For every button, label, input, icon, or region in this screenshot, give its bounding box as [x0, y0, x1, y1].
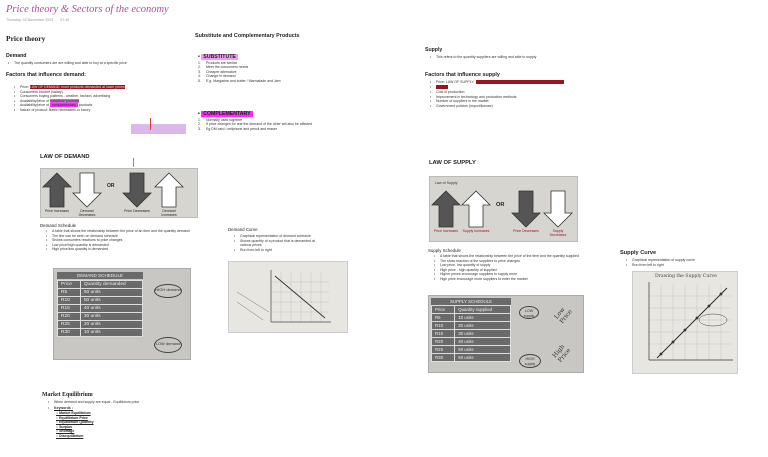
supply-heading: Supply — [425, 47, 443, 53]
factor-item: • Availability/price of substitute products — [12, 99, 125, 104]
supply-schedule-list — [432, 254, 579, 281]
keyword-item: ○ Disequilibrium — [56, 433, 84, 438]
demand-table-title: DEMAND SCHEDULE — [57, 272, 143, 279]
keyword-item: ○ Surplus — [56, 424, 73, 429]
substitute-item: 4. Change in demand — [198, 74, 236, 79]
red-ink-mark — [150, 118, 151, 130]
demand-schedule-point: • The line can be seen on demand schedule — [44, 234, 190, 239]
keywords-list — [46, 406, 73, 411]
keyword-item: ○ Market Equilibrium — [56, 411, 91, 415]
complementary-item: 1. Normally used together — [198, 118, 243, 122]
table-row: R25 20 units — [58, 321, 143, 329]
supply-table-title: SUPPLY SCHEDULE — [431, 298, 511, 305]
keywords-label: • Keywords : — [46, 406, 73, 411]
supply-factor: • Cost of production — [428, 90, 564, 95]
demand-schedule-photo — [53, 268, 191, 360]
demand-schedule-point: • High price/low quantity is demanded — [44, 247, 190, 252]
table-row: R5 10 units — [432, 314, 511, 322]
factor-item: • Price: LAW OF DEMAND: more products demanded at lower prices — [12, 85, 125, 90]
substitute-item: 2. Meet the consumers needs — [198, 65, 249, 70]
demand-heading: Demand — [6, 53, 27, 59]
law-of-demand-image — [40, 168, 198, 218]
demand-curve-graph — [229, 262, 349, 334]
demand-table — [57, 280, 143, 337]
supply-curve-heading: Supply Curve — [620, 250, 657, 256]
supply-schedule-point: • Low price, low quantity of supply — [432, 263, 579, 268]
ink-mark — [133, 158, 134, 167]
supply-schedule-point: • High price encourage more suppliers to enter the market — [432, 277, 579, 282]
date-text: Thursday, 02 November 2023 — [6, 18, 54, 22]
supply-schedule-point: • High price - high quantity of supplied — [432, 268, 579, 273]
supply-curve-point: • Run from left to right — [624, 263, 695, 268]
keyword-item: ○ Shortage — [56, 429, 75, 434]
supply-curve-point: • Graphical representation of supply curve — [624, 258, 695, 263]
table-row: R10 50 units — [58, 297, 143, 305]
high-price-note: High Price — [551, 343, 573, 364]
arrow-label: Price Increases — [433, 229, 459, 233]
supply-table — [431, 305, 511, 362]
factors-demand-heading: Factors that influence demand: — [6, 72, 86, 78]
law-of-demand-heading: LAW OF DEMAND — [40, 154, 90, 160]
supply-schedule-point: • A table that shows the relationship between the price of the item and the quantity supplied — [432, 254, 579, 259]
page-title: Price theory & Sectors of the economy — [6, 4, 169, 15]
page-date — [6, 18, 75, 22]
demand-curve-point: • Graphical representation of demand schedule — [232, 234, 322, 239]
factor-item: • Nature of product: Basic necessities or luxury — [12, 108, 125, 113]
arrow-label: Supply Increases — [462, 229, 490, 233]
factor-item: • Consumers income (salary) — [12, 90, 125, 95]
complementary-label: • COMPLEMENTARY — [198, 111, 251, 117]
substitute-label: • SUBSTITUTE — [198, 54, 236, 60]
table-row: R10 20 units — [432, 322, 511, 330]
table-row: R25 50 units — [432, 346, 511, 354]
arrow-label: Price Increases — [44, 209, 70, 213]
arrow-label: Supply Decreases — [549, 229, 567, 237]
supply-schedule-photo — [428, 295, 584, 373]
low-supply-note: LOW supply — [519, 306, 539, 319]
table-header: Price — [432, 306, 455, 314]
time-text: 07:46 — [60, 18, 70, 22]
complementary-item: 3. Eg DM card / cellphone and pencil and eraser — [198, 126, 278, 131]
price-theory-heading: Price theory — [6, 34, 46, 43]
keyword-item: ○ Equilibrium Quantity — [56, 420, 94, 425]
supply-schedule-heading: Supply Schedule — [428, 248, 461, 253]
supply-schedule-point: • Higher prices encourage suppliers to supply more — [432, 272, 579, 277]
demand-curve-point: • Run from left to right — [232, 248, 322, 253]
supply-graph-title: Drawing the Supply Curve — [655, 274, 717, 279]
supply-curve-graph — [633, 272, 739, 375]
high-demand-note: HIGH demand — [154, 284, 182, 298]
substitute-list — [196, 61, 281, 83]
demand-schedule-list — [44, 229, 190, 252]
supply-factor: • Improvement in technology and production methods — [428, 95, 564, 100]
substitute-item: 1. Products are similar — [198, 61, 237, 65]
table-header: Quantity demanded — [80, 281, 142, 289]
table-row: R15 40 units — [58, 305, 143, 313]
supply-factor: • Number of suppliers in the market — [428, 99, 564, 104]
demand-def: • The quantity consumers are are willing and able to buy at a specific price — [6, 61, 127, 66]
law-of-supply-image — [429, 176, 578, 242]
keywords-items — [56, 411, 94, 439]
demand-curve-heading: Demand Curve — [228, 227, 258, 232]
complementary-item: 2. If price changes for one the demand of the other will also be affected — [198, 122, 313, 127]
or-label: OR — [496, 202, 505, 208]
low-price-note: Low Price — [552, 306, 574, 325]
demand-curve-point: • Shows quantity of a product that is demanded at various prices — [232, 239, 322, 248]
complementary-list — [196, 118, 312, 131]
or-label: OR — [107, 183, 115, 189]
demand-def-list — [6, 61, 127, 66]
market-def-list — [46, 400, 139, 405]
substitute-item: 5. E.g. Margarine and butter / Marmalade and Jam — [198, 78, 281, 83]
high-supply-note: HIGH supply — [519, 354, 541, 368]
demand-curve-photo — [228, 261, 348, 333]
supply-def-list — [428, 55, 536, 60]
supply-curve-list — [624, 258, 695, 267]
demand-schedule-heading: Demand Schedule — [40, 223, 77, 228]
factor-item: • Availability/price of complementary products — [12, 103, 125, 108]
market-def: • When demand and supply are equal - Equilibrium price — [46, 400, 139, 405]
supply-schedule-point: • The show reaction of the suppliers to price changes — [432, 259, 579, 264]
market-heading: Market Equilibrium — [42, 392, 93, 398]
photo-title: Law of Supply — [435, 181, 458, 185]
table-row: R30 10 units — [58, 329, 143, 337]
table-row: R5 60 units — [58, 289, 143, 297]
factors-supply-list — [428, 80, 564, 108]
table-header: Price — [58, 281, 81, 289]
subs-comp-heading: Substitute and Complementary Products — [195, 33, 300, 39]
arrow-label: Demand Increases — [161, 209, 177, 217]
highlighter-stroke — [131, 124, 186, 134]
demand-schedule-point: • Low price/high quantity is demanded — [44, 243, 190, 248]
table-header: Quantity supplied — [455, 306, 511, 314]
table-row: R20 40 units — [432, 338, 511, 346]
law-of-supply-heading: LAW OF SUPPLY — [429, 160, 476, 166]
keyword-item: ○ Equilibrium Price — [56, 415, 88, 420]
substitute-item: 3. Cheaper alternative — [198, 69, 237, 74]
table-row: R20 30 units — [58, 313, 143, 321]
factor-item: • Consumers buying patterns - weather, fashion, advertising — [12, 94, 125, 99]
table-row: R15 30 units — [432, 330, 511, 338]
supply-factor: • Government policies (import/license) — [428, 104, 564, 109]
supply-def: • This refers to the quantity suppliers are willing and able to supply — [428, 55, 536, 60]
demand-schedule-point: • A table that shows the relationship between the price of an item and the quantity demand — [44, 229, 190, 234]
low-demand-note: LOW demand — [154, 337, 182, 353]
supply-factor: • Price: LAW OF SUPPLY — [428, 80, 564, 85]
demand-schedule-point: • Shows consumers reactions to price changes — [44, 238, 190, 243]
supply-curve-photo — [632, 271, 738, 374]
demand-curve-list — [232, 234, 322, 252]
table-row: R30 60 units — [432, 354, 511, 362]
arrow-label: Demand Decreases — [78, 209, 96, 217]
factors-supply-heading: Factors that influence supply — [425, 72, 500, 78]
factors-demand-list — [12, 85, 125, 112]
arrow-label: Price Decreases — [513, 229, 539, 233]
arrow-label: Price Decreases — [124, 209, 150, 213]
